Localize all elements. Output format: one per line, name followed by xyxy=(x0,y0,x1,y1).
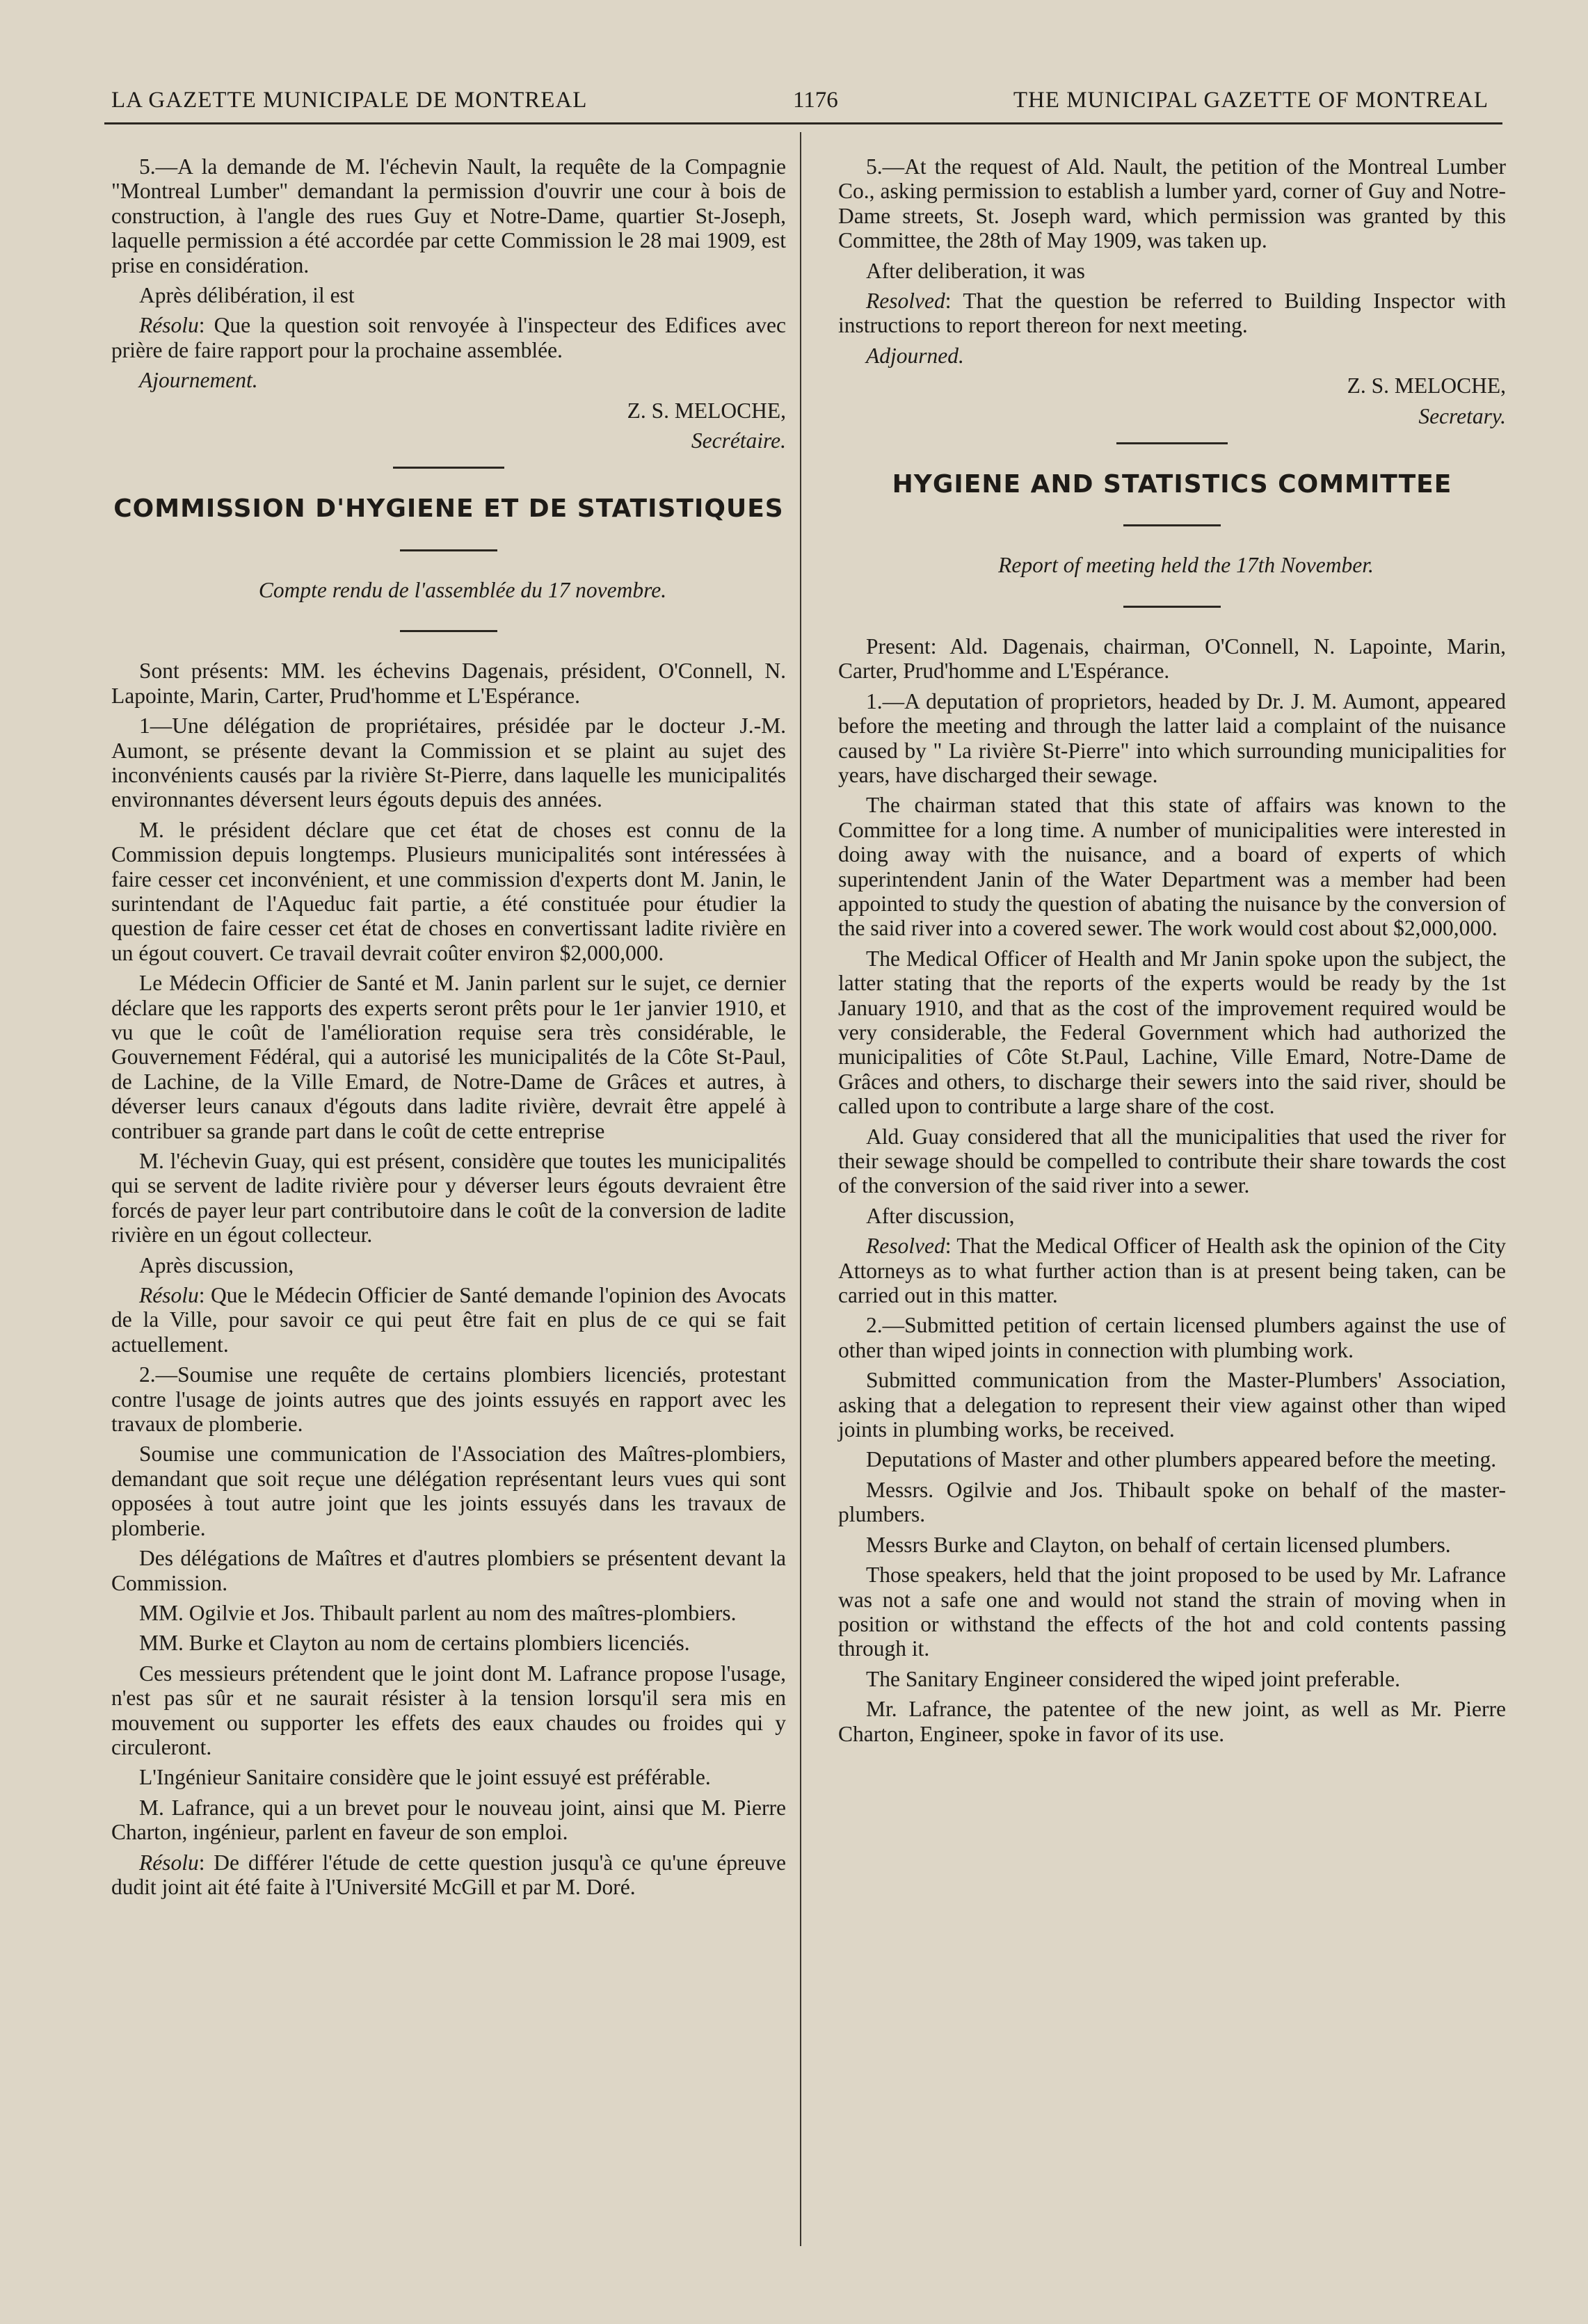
resolution-1 xyxy=(838,289,1506,338)
burke-paragraph: Messrs Burke and Clayton, on behalf of certain licensed plumbers. xyxy=(866,1532,1451,1557)
resolution-label: Résolu xyxy=(139,1283,199,1308)
resolution-label: Resolved xyxy=(866,1234,945,1259)
french-column xyxy=(111,154,786,1905)
paragraph-item-5: 5.—At the request of Ald. Nault, the petition of the Montreal Lumber Co., asking permission to establish a lumber yard, corner of Guy and Notre-Dame streets, St. Joseph ward, which permission was granted by this Committee, the 28th of May 1909, was taken up. xyxy=(838,154,1506,253)
objection-paragraph: Those speakers, held that the joint proposed to be used by Mr. Lafrance was not a safe one and would not stand the strain of moving when in position or withstand the effects of the hot and cold contents passing through it. xyxy=(838,1563,1506,1661)
paragraph-item-2: 2.—Soumise une requête de certains plombiers licenciés, protestant contre l'usage de joints autres que des joints essuyés en rapport avec les travaux de plomberie. xyxy=(111,1362,786,1437)
communication-paragraph: Submitted communication from the Master-Plumbers' Association, asking that a delegation to represent their view against other than wiped joints in plumbing works, be received. xyxy=(838,1368,1506,1442)
resolution-2 xyxy=(111,1283,786,1357)
resolution-text: : That the Medical Officer of Health ask the opinion of the City Attorneys as to what further action than is at present being taken, can be carried out in this matter. xyxy=(838,1234,1506,1308)
president-paragraph: M. le président déclare que cet état de choses est connu de la Commission depuis longtemps. Plusieurs municipalités sont intéressées à faire cesser cet inconvénient, et une commission d'experts dont M. Janin, le surintendant de l'Aqueduc fait partie, a été constituée pour étudier la question de faire cesser cet état de choses en convertissant ladite rivière en un égout couvert. Ce travail devrait coûter environ $2,000,000. xyxy=(111,817,786,965)
present-paragraph: Sont présents: MM. les échevins Dagenais, président, O'Connell, N. Lapointe, Marin, Carter, Prud'homme et L'Espérance. xyxy=(111,659,786,708)
signature-name: Z. S. MELOCHE, xyxy=(627,398,786,423)
lafrance-paragraph: M. Lafrance, qui a un brevet pour le nouveau joint, ainsi que M. Pierre Charton, ingénieur, parlent en faveur de son emploi. xyxy=(111,1795,786,1845)
delegations-paragraph: Des délégations de Maîtres et d'autres plombiers se présentent devant la Commission. xyxy=(111,1546,786,1595)
medical-officer-paragraph: The Medical Officer of Health and Mr Janin spoke upon the subject, the latter stating that the reports of the experts would be ready by the 1st January 1910, and that as the cost of the improvement required would be very considerable, the Federal Government which had authorized the municipalities of Côte St.Paul, Lachine, Ville Emard, Notre-Dame de Grâces and others, to discharge their sewers into the said river, should be called upon to contribute a large share of the cost. xyxy=(838,946,1506,1119)
paragraph-item-1: 1.—A deputation of proprietors, headed by Dr. J. M. Aumont, appeared before the meeting and through the latter laid a complaint of the nuisance caused by " La rivière St-Pierre" into which surrounding municipalities for years, have discharged their sewage. xyxy=(838,688,1506,787)
discussion-line: Après discussion, xyxy=(139,1252,294,1277)
adjournment: Adjourned. xyxy=(866,343,964,368)
chairman-paragraph: The chairman stated that this state of affairs was known to the Committee for a long time. A number of municipalities were interested in doing away with the nuisance, and a board of experts of which superintendent Janin of the Water Department was a member had been appointed to study the question of abating the nuisance by the conversion of the said river into a covered sewer. The work would cost about $2,000,000. xyxy=(838,793,1506,941)
deputations-paragraph: Deputations of Master and other plumbers appeared before the meeting. xyxy=(866,1447,1497,1472)
header-rule xyxy=(104,122,1502,124)
lafrance-paragraph: Mr. Lafrance, the patentee of the new joint, as well as Mr. Pierre Charton, Engineer, spoke in favor of its use. xyxy=(838,1697,1506,1746)
report-subtitle: Report of meeting held the 17th November. xyxy=(998,553,1374,578)
discussion-line: After discussion, xyxy=(866,1203,1015,1228)
english-column xyxy=(838,154,1506,1752)
signature-name: Z. S. MELOCHE, xyxy=(1347,373,1506,398)
report-subtitle: Compte rendu de l'assemblée du 17 novembre. xyxy=(258,577,667,602)
adjournment: Ajournement. xyxy=(139,368,258,393)
section-rule xyxy=(1116,442,1228,444)
paragraph-item-5: 5.—A la demande de M. l'échevin Nault, la requête de la Compagnie "Montreal Lumber" demandant la permission d'ouvrir une cour à bois de construction, à l'angle des rues Guy et Notre-Dame, quartier St-Joseph, laquelle permission a été accordée par cette Commission le 28 mai 1909, est prise en considération. xyxy=(111,154,786,277)
guay-paragraph: Ald. Guay considered that all the municipalities that used the river for their sewage should be compelled to contribute their share towards the cost of the conversion of the said river into a sewer. xyxy=(838,1124,1506,1198)
title-rule xyxy=(400,549,497,551)
resolution-3 xyxy=(111,1850,786,1900)
signature-role: Secrétaire. xyxy=(691,428,786,453)
present-paragraph: Present: Ald. Dagenais, chairman, O'Connell, N. Lapointe, Marin, Carter, Prud'homme and L'Espérance. xyxy=(838,634,1506,684)
section-title: HYGIENE AND STATISTICS COMMITTEE xyxy=(892,470,1452,499)
subtitle-rule xyxy=(400,630,497,632)
paragraph-item-1: 1—Une délégation de propriétaires, présidée par le docteur J.-M. Aumont, se présente devant la Commission et se plaint au sujet des inconvénients causés par la rivière St-Pierre, dans laquelle les municipalités environnantes déversent leurs égouts depuis des années. xyxy=(111,713,786,812)
resolution-label: Résolu xyxy=(139,313,199,338)
title-rule xyxy=(1123,524,1221,526)
subtitle-rule xyxy=(1123,606,1221,608)
resolution-text: : De différer l'étude de cette question jusqu'à ce qu'une épreuve dudit joint ait été faite à l'Université McGill et par M. Doré. xyxy=(111,1850,786,1899)
column-divider xyxy=(800,132,801,2246)
deliberation-line: After deliberation, it was xyxy=(866,258,1085,283)
resolution-1 xyxy=(111,313,786,362)
engineer-paragraph: The Sanitary Engineer considered the wiped joint preferable. xyxy=(866,1666,1400,1691)
ogilvie-paragraph: MM. Ogilvie et Jos. Thibault parlent au nom des maîtres-plombiers. xyxy=(139,1600,737,1625)
guay-paragraph: M. l'échevin Guay, qui est présent, considère que toutes les municipalités qui se servent de ladite rivière pour y déverser leurs égouts devraient être forcés de payer leur part contributoire dans le coût de la conversion de ladite rivière en un égout collecteur. xyxy=(111,1149,786,1248)
header-title-french: LA GAZETTE MUNICIPALE DE MONTREAL xyxy=(111,88,588,113)
resolution-label: Resolved xyxy=(866,289,945,314)
resolution-2 xyxy=(838,1234,1506,1307)
header-title-english: THE MUNICIPAL GAZETTE OF MONTREAL xyxy=(1013,88,1489,113)
medical-officer-paragraph: Le Médecin Officier de Santé et M. Janin parlent sur le sujet, ce dernier déclare que les rapports des experts seront prêts pour le 1er janvier 1910, et vu que le coût de l'amélioration requise sera très considérable, le Gouvernement Fédéral, qui a autorisé les municipalités de la Côte St-Paul, de Lachine, de la Ville Emard, de Notre-Dame de Grâces et autres, à déverser leurs canaux d'égouts dans ladite rivière, devrait être appelé à contribuer sa grande part dans le coût de cette entreprise xyxy=(111,971,786,1143)
objection-paragraph: Ces messieurs prétendent que le joint dont M. Lafrance propose l'usage, n'est pas sûr et ne saurait résister à la tension lorsqu'il sera mis en mouvement ou supporter les effets des eaux chaudes ou froides qui y circuleront. xyxy=(111,1661,786,1759)
resolution-text: : Que la question soit renvoyée à l'inspecteur des Edifices avec prière de faire rapport pour la prochaine assemblée. xyxy=(111,313,786,362)
burke-paragraph: MM. Burke et Clayton au nom de certains plombiers licenciés. xyxy=(139,1631,690,1656)
resolution-text: : That the question be referred to Building Inspector with instructions to report thereon for next meeting. xyxy=(838,289,1506,338)
section-rule xyxy=(393,467,504,469)
page-header xyxy=(111,83,1489,125)
paragraph-item-2: 2.—Submitted petition of certain licensed plumbers against the use of other than wiped joints in connection with plumbing work. xyxy=(838,1313,1506,1362)
ogilvie-paragraph: Messrs. Ogilvie and Jos. Thibault spoke on behalf of the master-plumbers. xyxy=(838,1477,1506,1527)
page-number: 1176 xyxy=(793,88,838,113)
communication-paragraph: Soumise une communication de l'Association des Maîtres-plombiers, demandant que soit reçue une délégation représentant leurs vues qui sont opposées à tout autre joint que les joints essuyés dans les travaux de plomberie. xyxy=(111,1442,786,1540)
deliberation-line: Après délibération, il est xyxy=(139,283,355,308)
resolution-label: Résolu xyxy=(139,1850,199,1875)
signature-role: Secretary. xyxy=(1418,403,1506,428)
section-title: COMMISSION D'HYGIENE ET DE STATISTIQUES xyxy=(113,494,784,524)
engineer-paragraph: L'Ingénieur Sanitaire considère que le joint essuyé est préférable. xyxy=(139,1765,711,1790)
resolution-text: : Que le Médecin Officier de Santé demande l'opinion des Avocats de la Ville, pour savoir ce qui peut être fait en plus de ce qui se fait actuellement. xyxy=(111,1283,786,1357)
